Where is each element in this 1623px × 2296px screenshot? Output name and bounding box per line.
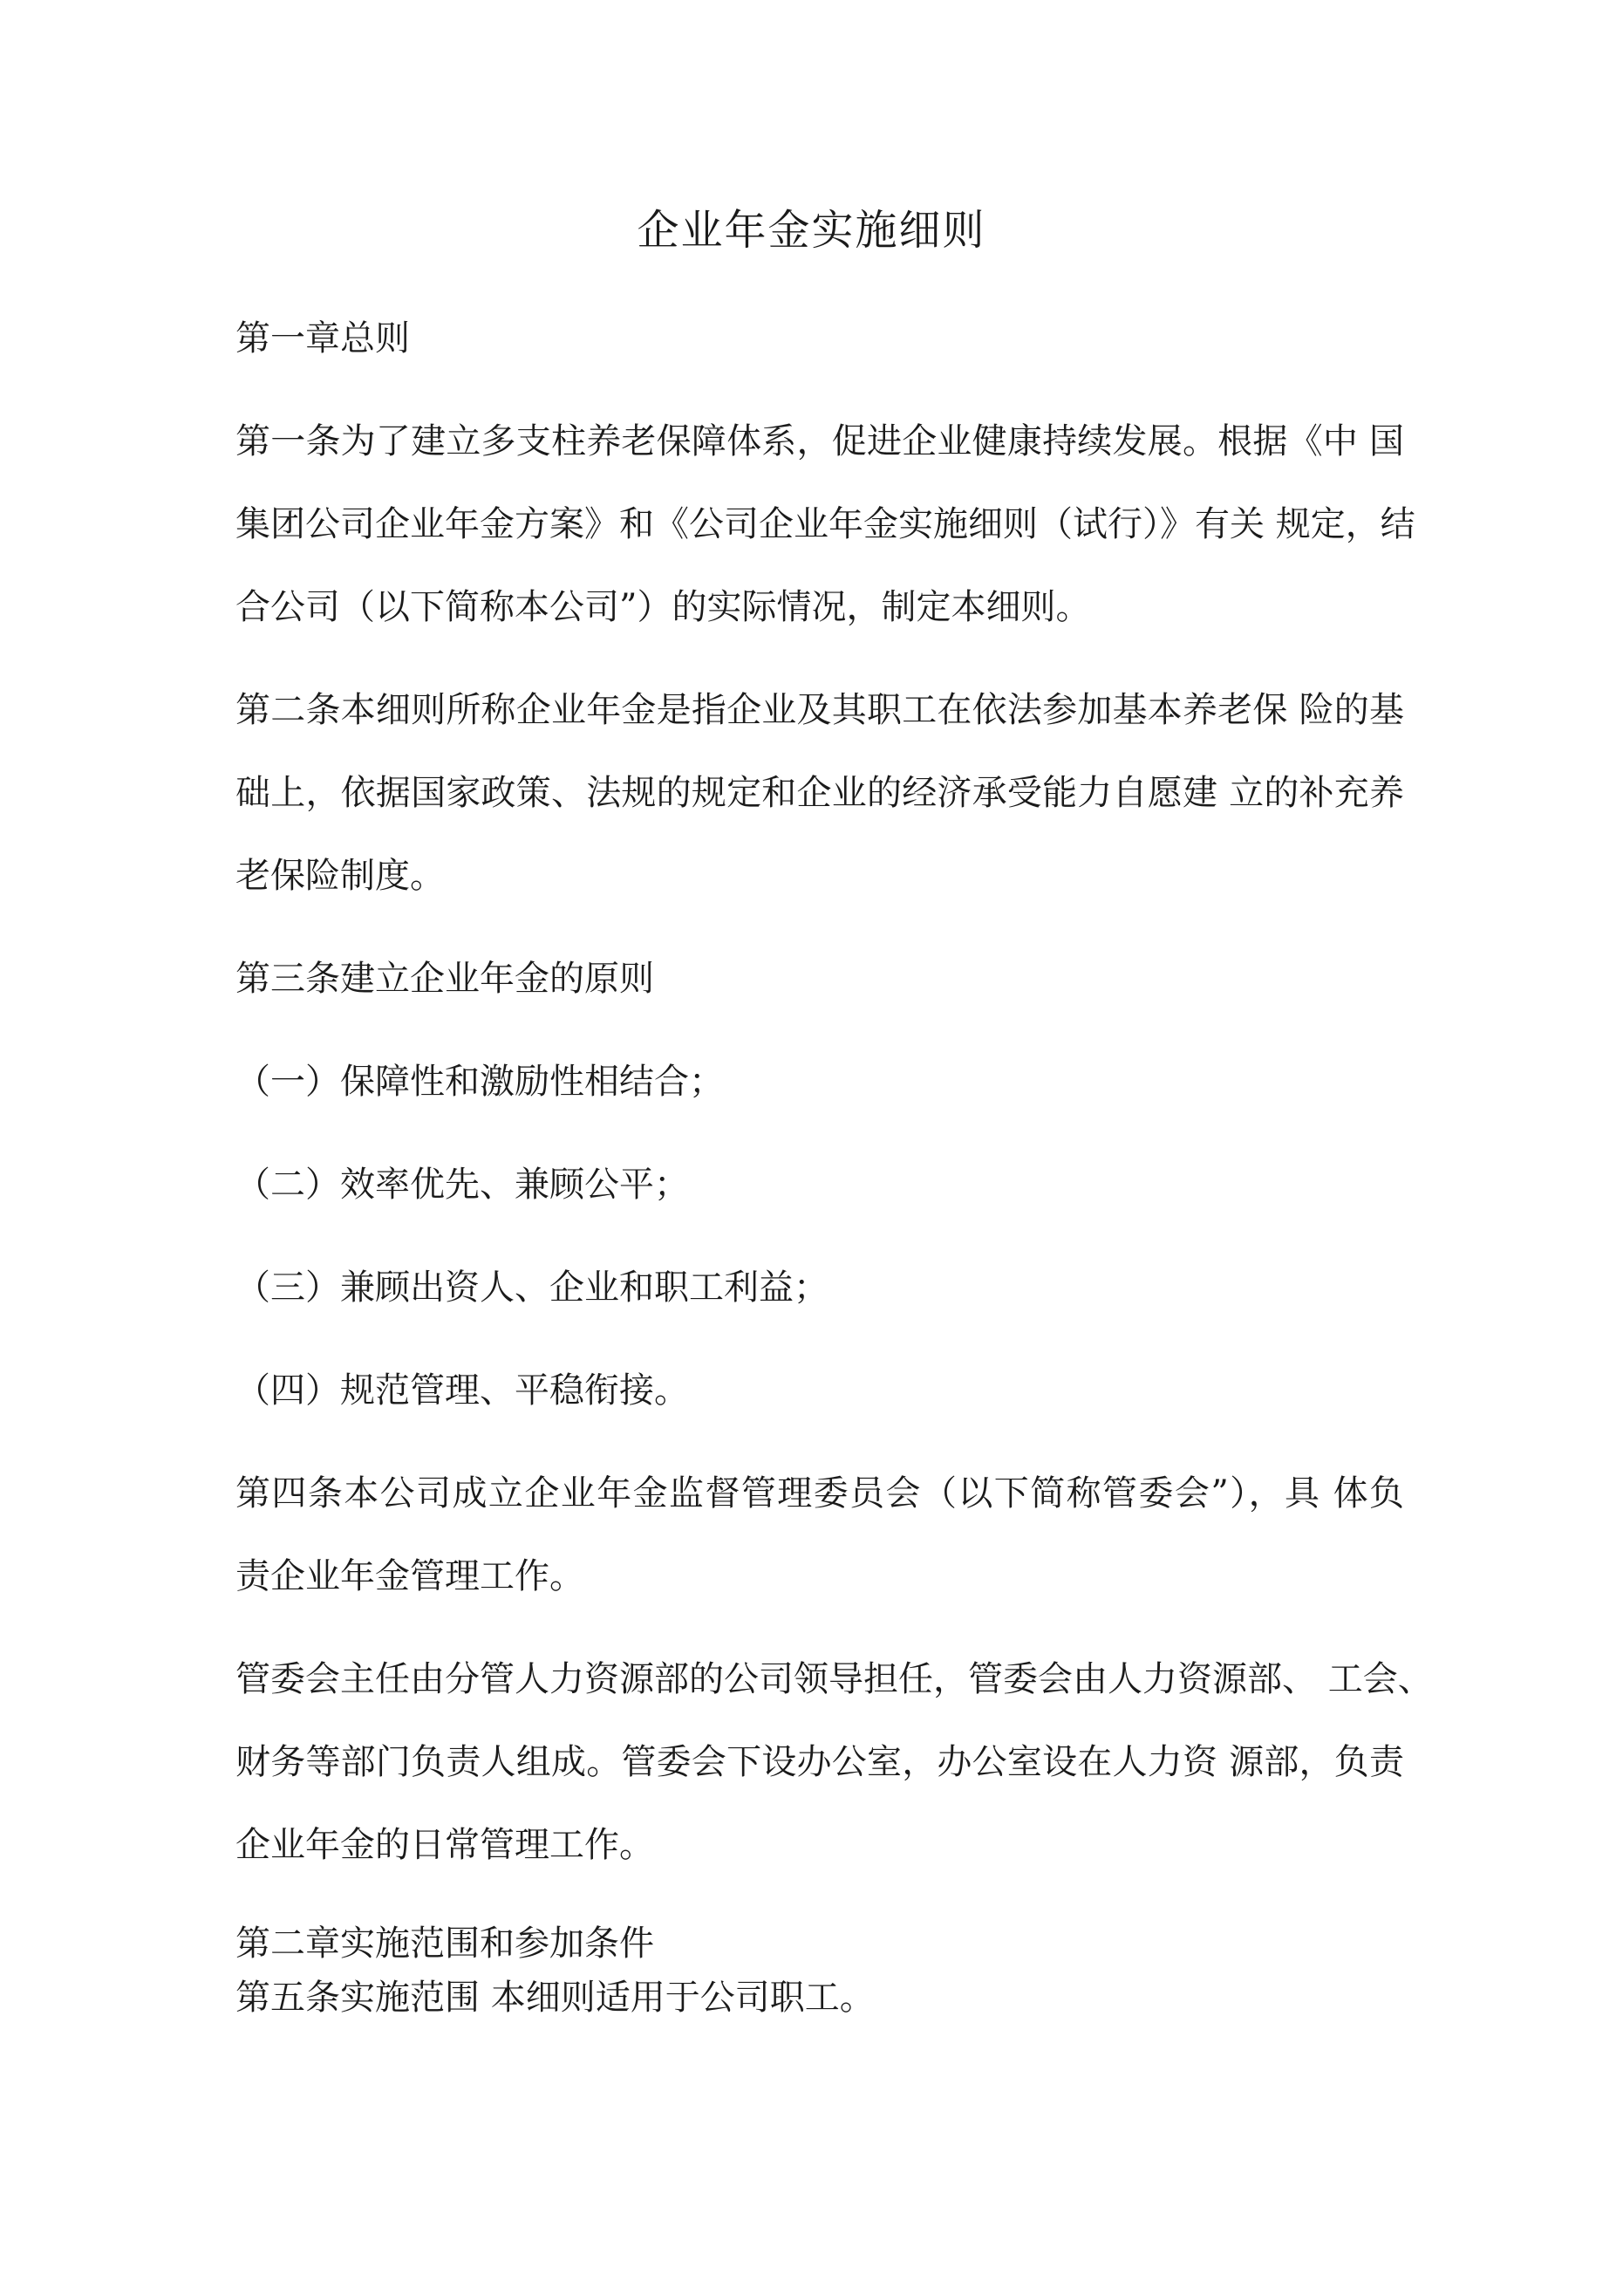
principle-item-4: （四）规范管理、平稳衔接。 [235, 1370, 689, 1411]
article-1-line-3: 合公司（以下简称本公司”）的实际情况，制定本细则。 [235, 587, 1091, 627]
article-2-line-1: 第二条本细则所称企业年金是指企业及其职工在依法参加基本养老保 险的基 [235, 690, 1404, 730]
chapter-1-heading: 第一章总则 [235, 318, 410, 359]
committee-paragraph-line-3: 企业年金的日常管理工作。 [235, 1825, 654, 1865]
principle-item-1: （一）保障性和激励性相结合； [235, 1062, 724, 1102]
principle-item-2: （二）效率优先、兼顾公平； [235, 1165, 689, 1205]
article-3-heading: 第三条建立企业年金的原则 [235, 959, 654, 999]
committee-paragraph-line-2: 财务等部门负责人组成。管委会下设办公室，办公室设在人力资 源部，负责 [235, 1742, 1404, 1782]
chapter-2-heading: 第二章实施范围和参加条件 [235, 1924, 654, 1964]
article-4-line-2: 责企业年金管理工作。 [235, 1556, 584, 1596]
document-title: 企业年金实施细则 [637, 206, 986, 255]
article-4-line-1: 第四条本公司成立企业年金监督管理委员会（以下简称管委会”），具 体负 [235, 1473, 1404, 1514]
article-5-line-1: 第五条实施范围 本细则适用于公司职工。 [235, 1978, 875, 2018]
article-1-line-2: 集团公司企业年金方案》和《公司企业年金实施细则（试行）》有关 规定，结 [235, 504, 1415, 544]
article-2-line-3: 老保险制度。 [235, 856, 445, 896]
article-2-line-2: 础上，依据国家政策、法规的规定和企业的经济承受能力自愿建 立的补充养 [235, 773, 1404, 813]
committee-paragraph-line-1: 管委会主任由分管人力资源部的公司领导担任，管委会由人力资源部、 工会、 [235, 1659, 1433, 1699]
principle-item-3: （三）兼顾出资人、企业和职工利益； [235, 1268, 829, 1308]
article-1-line-1: 第一条为了建立多支柱养老保障体系，促进企业健康持续发展。根据《中 国 [235, 421, 1404, 461]
